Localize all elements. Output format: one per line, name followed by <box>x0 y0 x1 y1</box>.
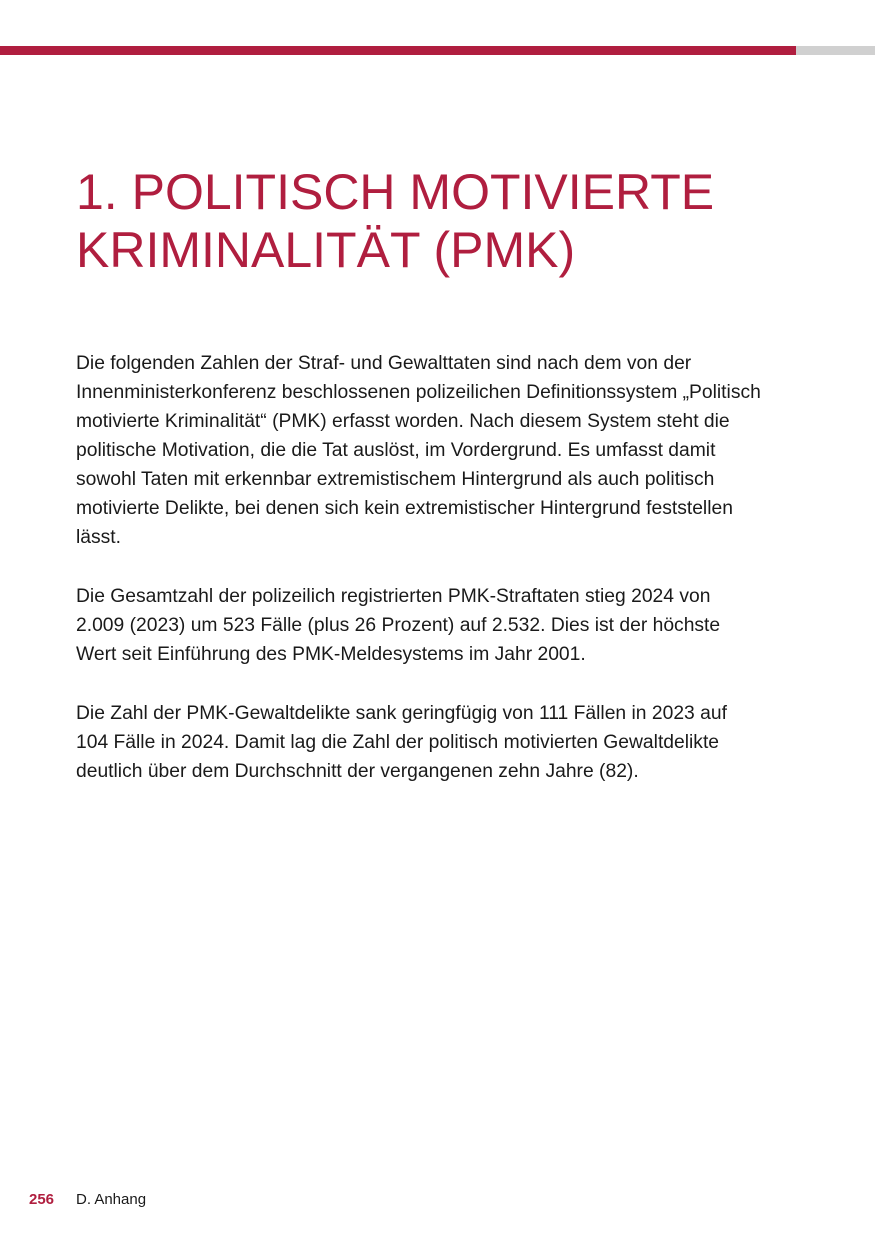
chapter-title <box>76 163 836 279</box>
paragraph-line: Die Zahl der PMK-Gewaltdelikte sank geringfügig von 111 Fällen in 2023 auf <box>76 703 727 724</box>
paragraph-line: sowohl Taten mit erkennbar extremistischem Hintergrund als auch politisch <box>76 469 715 490</box>
paragraph-violent-offenses <box>76 699 816 786</box>
header-secondary-bar <box>796 46 875 55</box>
page-number: 256 <box>29 1191 55 1208</box>
paragraph-line: motivierte Kriminalität“ (PMK) erfasst worden. Nach diesem System steht die <box>76 411 730 432</box>
header-accent-bar <box>0 46 796 55</box>
paragraph-line: Wert seit Einführung des PMK-Meldesystems im Jahr 2001. <box>76 644 586 665</box>
chapter-title-line-2: KRIMINALITÄT (PMK) <box>76 222 576 278</box>
paragraph-line: 2.009 (2023) um 523 Fälle (plus 26 Prozent) auf 2.532. Dies ist der höchste <box>76 615 721 636</box>
paragraph-line: 104 Fälle in 2024. Damit lag die Zahl der politisch motivierten Gewaltdelikte <box>76 732 720 753</box>
paragraph-line: motivierte Delikte, bei denen sich kein extremistischer Hintergrund feststellen <box>76 498 733 519</box>
paragraph-line: politische Motivation, die die Tat auslöst, im Vordergrund. Es umfasst damit <box>76 440 716 461</box>
paragraph-definition <box>76 349 816 552</box>
chapter-title-line-1: 1. POLITISCH MOTIVIERTE <box>76 164 715 220</box>
paragraph-line: Innenministerkonferenz beschlossenen polizeilichen Definitionssystem „Politisch <box>76 382 761 403</box>
paragraph-total-offenses <box>76 582 816 669</box>
page-footer <box>29 1190 146 1210</box>
paragraph-line: lässt. <box>76 527 122 548</box>
paragraph-line: Die Gesamtzahl der polizeilich registrierten PMK-Straftaten stieg 2024 von <box>76 586 711 607</box>
footer-section-label: D. Anhang <box>76 1191 147 1208</box>
body-text <box>76 349 816 816</box>
paragraph-line: deutlich über dem Durchschnitt der vergangenen zehn Jahre (82). <box>76 761 639 782</box>
paragraph-line: Die folgenden Zahlen der Straf- und Gewalttaten sind nach dem von der <box>76 353 692 374</box>
